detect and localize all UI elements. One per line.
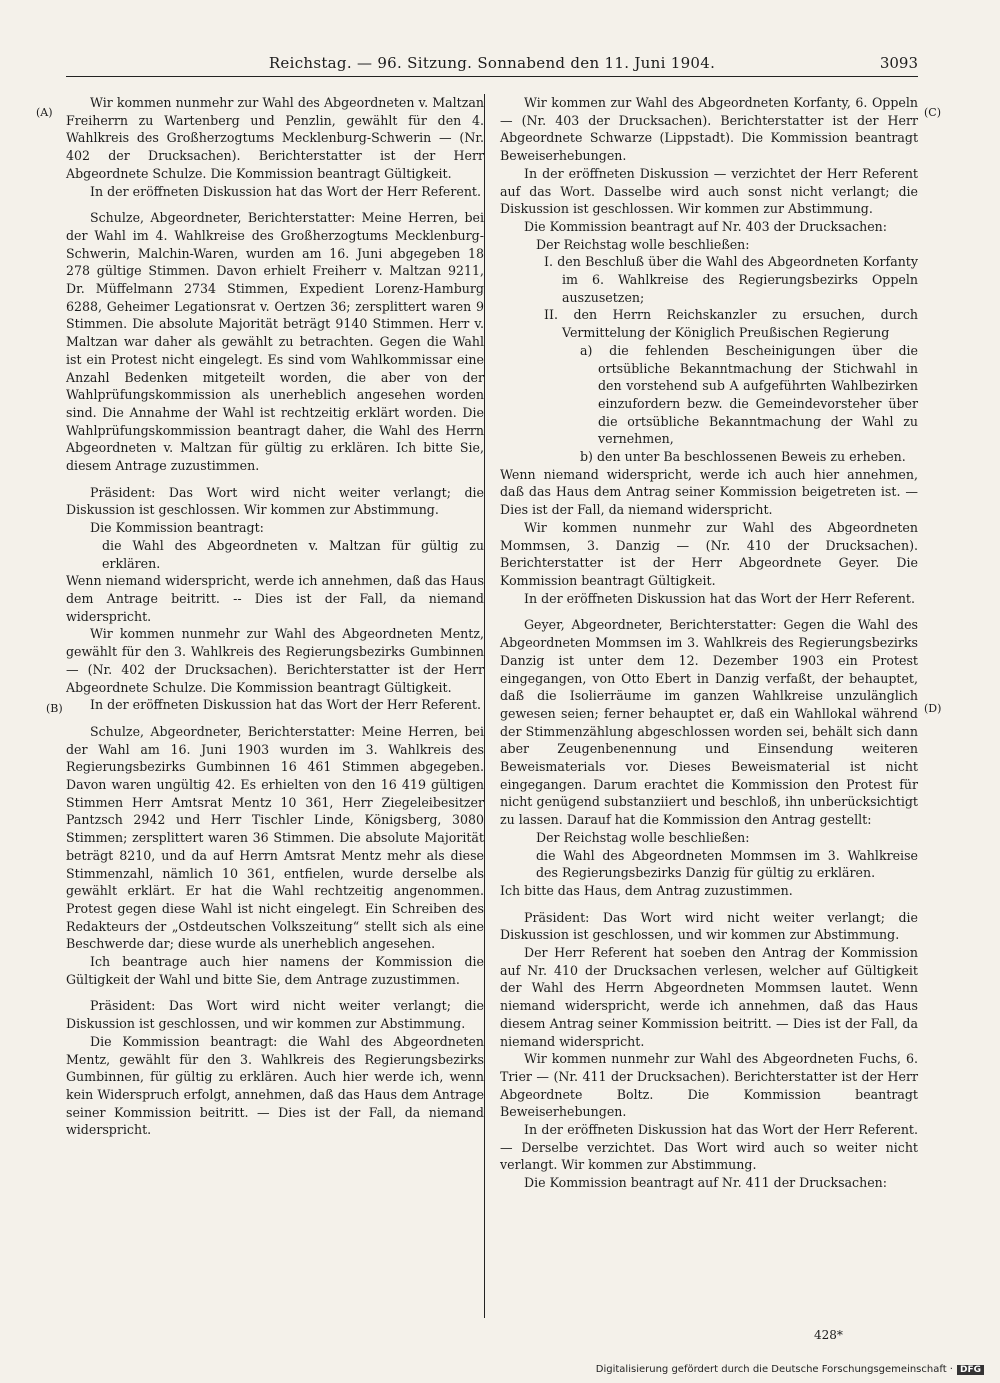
left-column	[66, 94, 484, 1139]
paragraph: Wir kommen nunmehr zur Wahl des Abgeordneten Mommsen, 3. Danzig — (Nr. 410 der Drucksachen). Berichterstatter ist der Herr Abgeordnete Geyer. Die Kommission beantragt Gültigkeit.	[500, 519, 918, 588]
paragraph: In der eröffneten Diskussion hat das Wort der Herr Referent.	[90, 697, 481, 713]
margin-mark-d: (D)	[924, 702, 942, 715]
paragraph: Wir kommen nunmehr zur Wahl des Abgeordneten Mentz, gewählt für den 3. Wahlkreis des Regierungsbezirks Gumbinnen — (Nr. 402 der Drucksachen). Berichterstatter ist der Herr Abgeordnete Schulze. Die Kommission beantragt Gültigkeit.	[66, 626, 484, 695]
footer	[596, 1364, 984, 1375]
motion-text: die Wahl des Abgeordneten Mommsen im 3. Wahlkreise des Regierungsbezirks Danzig für gültig zu erklären.	[536, 847, 918, 881]
paragraph: In der eröffneten Diskussion hat das Wort der Herr Referent. — Derselbe verzichtet. Das Wort wird auch so weiter nicht verlangt. Wir kommen zur Abstimmung.	[500, 1122, 918, 1173]
paragraph: In der eröffneten Diskussion hat das Wort der Herr Referent.	[90, 183, 481, 199]
paragraph: Die Kommission beantragt: die Wahl des Abgeordneten Mentz, gewählt für den 3. Wahlkreis des Regierungsbezirks Gumbinnen, für gültig zu erklären. Auch hier werde ich, wenn kein Widerspruch erfolgt, annehmen, daß das Haus dem Antrage seiner Kommission beitritt. — Dies ist der Fall, da niemand widerspricht.	[66, 1033, 484, 1138]
dfg-logo: DFG	[957, 1365, 984, 1375]
paragraph: Präsident: Das Wort wird nicht weiter verlangt; die Diskussion ist geschlossen. Wir kommen zur Abstimmung.	[66, 484, 484, 518]
footer-text: Digitalisierung gefördert durch die Deutsche Forschungsgemeinschaft ·	[595, 1364, 953, 1375]
paragraph: Präsident: Das Wort wird nicht weiter verlangt; die Diskussion ist geschlossen, und wir kommen zur Abstimmung.	[66, 998, 484, 1032]
margin-mark-c: (C)	[924, 106, 941, 119]
running-header	[66, 50, 918, 76]
margin-mark-a: (A)	[36, 106, 53, 119]
margin-mark-b: (B)	[46, 702, 63, 715]
paragraph: Schulze, Abgeordneter, Berichterstatter: Meine Herren, bei der Wahl im 4. Wahlkreise des Großherzogtums Mecklenburg-Schwerin, Malchin-Waren, wurden am 16. Juni abgegeben 18 278 gültige Stimmen. Davon erhielt Freiherr v. Maltzan 9211, Dr. Müffelmann 2734 Stimmen, Expedient Lorenz-Hamburg 6288, Geheimer Legationsrat v. Oertzen 36; zersplittert waren 9 Stimmen. Die absolute Majorität beträgt 9140 Stimmen. Herr v. Maltzan war daher als gewählt zu betrachten. Gegen die Wahl ist ein Protest nicht eingelegt. Es sind vom Wahlkommissar eine Anzahl Bedenken mitgeteilt worden, die aber von der Wahlprüfungskommission als unerheblich angesehen worden sind. Die Annahme der Wahl ist rechtzeitig erklärt worden. Die Wahlprüfungskommission beantragt daher, die Wahl des Herrn Abgeordneten v. Maltzan für gültig zu erklären. Ich bitte Sie, diesem Antrage zuzustimmen.	[66, 210, 484, 474]
paragraph: Schulze, Abgeordneter, Berichterstatter: Meine Herren, bei der Wahl am 16. Juni 1903 wurden im 3. Wahlkreis des Regierungsbezirks Gumbinnen 16 461 Stimmen abgegeben. Davon waren ungültig 42. Es erhielten von den 16 419 gültigen Stimmen Herr Amtsrat Mentz 10 361, Herr Ziegeleibesitzer Pantzsch 2942 und Herr Tischler Linde, Königsberg, 3080 Stimmen; zersplittert waren 36 Stimmen. Die absolute Majorität beträgt 8210, und da auf Herrn Amtsrat Mentz mehr als diese Stimmenzahl, nämlich 10 361, entfielen, wurde derselbe als gewählt erklärt. Er hat die Wahl rechtzeitig angenommen. Protest gegen diese Wahl ist nicht eingelegt. Ein Schreiben des Redakteurs der „Ostdeutschen Volkszeitung“ stellt sich als eine Beschwerde dar; diese wurde als unerheblich angesehen.	[66, 723, 484, 952]
paragraph: Wenn niemand widerspricht, werde ich auch hier annehmen, daß das Haus dem Antrag seiner Kommission beigetreten ist. — Dies ist der Fall, da niemand widerspricht.	[500, 466, 918, 518]
motion-heading: Der Reichstag wolle beschließen:	[536, 829, 750, 845]
column-divider	[484, 94, 485, 1318]
paragraph: Präsident: Das Wort wird nicht weiter verlangt; die Diskussion ist geschlossen, und wir kommen zur Abstimmung.	[500, 909, 918, 943]
paragraph: Geyer, Abgeordneter, Berichterstatter: Gegen die Wahl des Abgeordneten Mommsen im 3. Wahlkreis des Regierungsbezirks Danzig ist unter dem 12. Dezember 1903 ein Protest eingegangen, von Otto Ebert in Danzig verfaßt, der behauptet, daß die Isolierräume im ganzen Wahlkreise unzulänglich gewesen seien; ferner behauptet er, daß ein Wahllokal während der Stimmenzählung abgeschlossen worden sei, behält sich dann aber Zeugenbenennung und Einsendung weiteren Beweismaterials vor. Dieses Beweismaterial ist nicht eingegangen. Darum erachtet die Kommission den Protest für nicht genügend substanziiert und beschloß, ihn unberücksichtigt zu lassen. Darauf hat die Kommission den Antrag gestellt:	[500, 617, 918, 828]
paragraph: Wir kommen nunmehr zur Wahl des Abgeordneten v. Maltzan Freiherrn zu Wartenberg und Penzlin, gewählt für den 4. Wahlkreis des Großherzogtums Mecklenburg-Schwerin — (Nr. 402 der Drucksachen). Berichterstatter ist der Herr Abgeordnete Schulze. Die Kommission beantragt Gültigkeit.	[66, 95, 484, 181]
paragraph: Wir kommen zur Wahl des Abgeordneten Korfanty, 6. Oppeln — (Nr. 403 der Drucksachen). Berichterstatter ist der Herr Abgeordnete Schwarze (Lippstadt). Die Kommission beantragt Beweiserhebungen.	[500, 95, 918, 164]
paragraph: Wenn niemand widerspricht, werde ich annehmen, daß das Haus dem Antrage beitritt. -- Dies ist der Fall, da niemand widerspricht.	[66, 573, 484, 624]
motion-item: I. den Beschluß über die Wahl des Abgeordneten Korfanty im 6. Wahlkreise des Regierungsbezirks Oppeln auszusetzen;	[544, 254, 918, 305]
motion-text: die Wahl des Abgeordneten v. Maltzan für gültig zu erklären.	[102, 537, 484, 571]
header-rule	[66, 76, 918, 77]
right-column	[500, 94, 918, 1192]
motion-subitem: b) den unter Ba beschlossenen Beweis zu erheben.	[580, 449, 906, 465]
paragraph: In der eröffneten Diskussion hat das Wort der Herr Referent.	[524, 590, 915, 606]
paragraph: Ich beantrage auch hier namens der Kommission die Gültigkeit der Wahl und bitte Sie, dem Antrage zuzustimmen.	[66, 954, 484, 987]
paragraph: Die Kommission beantragt auf Nr. 411 der Drucksachen:	[524, 1175, 888, 1191]
signature-mark: 428*	[814, 1328, 843, 1342]
motion-heading: Der Reichstag wolle beschließen:	[536, 236, 750, 252]
paragraph: Ich bitte das Haus, dem Antrag zuzustimmen.	[500, 882, 793, 898]
paragraph: Die Kommission beantragt:	[90, 520, 264, 536]
paragraph: Der Herr Referent hat soeben den Antrag der Kommission auf Nr. 410 der Drucksachen verlesen, welcher auf Gültigkeit der Wahl des Herrn Abgeordneten Mommsen lautet. Wenn niemand widerspricht, werde ich annehmen, daß das Haus diesem Antrag seiner Kommission beitritt. — Dies ist der Fall, da niemand widerspricht.	[500, 945, 918, 1049]
paragraph: Die Kommission beantragt auf Nr. 403 der Drucksachen:	[524, 218, 888, 234]
page-number: 3093	[879, 54, 918, 72]
paragraph: Wir kommen nunmehr zur Wahl des Abgeordneten Fuchs, 6. Trier — (Nr. 411 der Drucksachen). Berichterstatter ist der Herr Abgeordnete Boltz. Die Kommission beantragt Beweiserhebungen.	[500, 1051, 918, 1120]
motion-item: II. den Herrn Reichskanzler zu ersuchen, durch Vermittelung der Königlich Preußischen Regierung	[544, 307, 918, 341]
paragraph: In der eröffneten Diskussion — verzichtet der Herr Referent auf das Wort. Dasselbe wird auch sonst nicht verlangt; die Diskussion ist geschlossen. Wir kommen zur Abstimmung.	[500, 165, 918, 217]
running-title: Reichstag. — 96. Sitzung. Sonnabend den 11. Juni 1904.	[268, 54, 716, 72]
motion-subitem: a) die fehlenden Bescheinigungen über die ortsübliche Bekanntmachung der Stichwahl in den vorstehend sub A aufgeführten Wahlbezirken einzufordern bezw. die Gemeindevorsteher über die ortsübliche Bekanntmachung der Wahl zu vernehmen,	[580, 342, 918, 447]
